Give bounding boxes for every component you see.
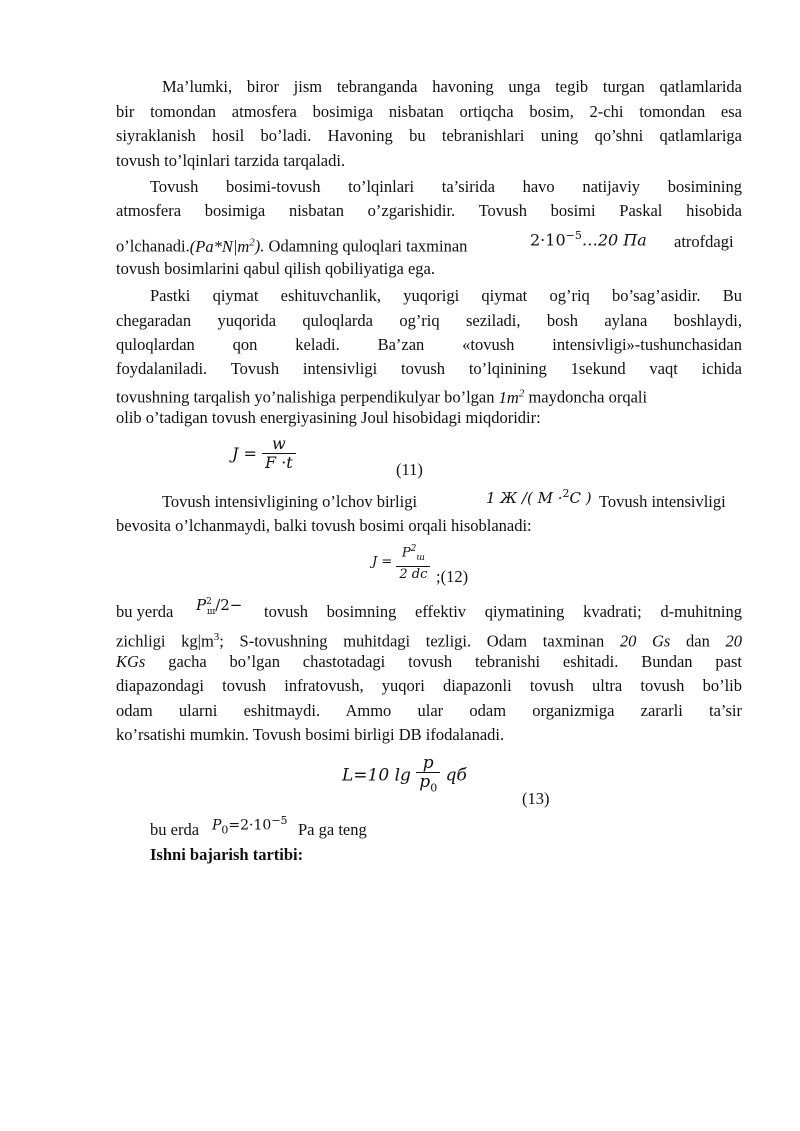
paragraph-5-line-3: KGs gacha bo’lgan chastotadagi tovush tebranishi eshitadi. Bundan past [116, 652, 742, 671]
paragraph-1-line-3: siyraklanish hosil bo’ladi. Havoning bu tebranishlari uning qo’shni qatlamlariga [116, 126, 742, 145]
paragraph-2-line-3: $o’lchanadi.(Pa*N|m^2)$. Odamning quloqlari taxminan [116, 236, 468, 256]
paragraph-3-line-4: foydalaniladi. Tovush intensivligi tovush to’lqinining 1sekund vaqt ichida [116, 359, 742, 378]
paragraph-3-line-2: chegaradan yuqorida quloqlarda og’riq seziladi, bosh aylana boshlaydi, [116, 311, 742, 330]
paragraph-3-line-1: Pastki qiymat eshituvchanlik, yuqorigi qiymat og’riq bo’sag’asidir. Bu [150, 286, 742, 305]
pascal-unit-expression: ($Pa*N|m^2$ [189, 236, 255, 256]
area-unit: $1m^2$ [498, 387, 525, 407]
paragraph-1-line-4: tovush to’lqinlari tarzida tarqaladi. [116, 151, 346, 170]
paragraph-5-line-5: odam ularni eshitmaydi. Ammo ular odam organizmiga zararli ta’sir [116, 701, 742, 720]
intensity-unit-formula: 1 Ж /( М ·$^2$С ) [486, 487, 592, 507]
paragraph-3-line-6: olib o’tadigan tovush energiyasining Joul hisobidagi miqdoridir: [116, 408, 541, 427]
paragraph-6-line-1-start: bu erda [150, 820, 200, 839]
paragraph-3-line-3: quloqlardan qon keladi. Ba’zan «tovush intensivligi»-tushunchasidan [116, 335, 742, 354]
paragraph-1-line-2: bir tomondan atmosfera bosimiga nisbatan ortiqcha bosim, 2-chi tomondan esa [116, 102, 742, 121]
effective-pressure-symbol: $P^2_ш/2-$ [196, 596, 243, 617]
paragraph-2-line-2: atmosfera bosimiga nisbatan o’zgarishidir. Tovush bosimi Paskal hisobida [116, 201, 742, 220]
paragraph-2-line-3-end: atrofdagi [674, 232, 734, 251]
equation-11: J = $\frac{w}{F \cdot t}$ [232, 435, 296, 472]
paragraph-5-line-4: diapazondagi tovush infratovush, yuqori diapazonli tovush ultra tovush bo’lib [116, 676, 742, 695]
paragraph-5-line-1-end: tovush bosimning effektiv qiymatining kvadrati; d-muhitning [264, 602, 742, 621]
equation-12-number: ;(12) [436, 567, 469, 586]
equation-13-number: (13) [522, 789, 550, 808]
paragraph-1-line-1: Ma’lumki, biror jism tebranganda havoning unga tegib turgan qatlamlarida [162, 77, 742, 96]
paragraph-6-line-1-end: Pa ga teng [298, 820, 367, 839]
equation-12: J = $\frac{P^2_ш}{2 dc}$ [372, 541, 430, 583]
reference-pressure-formula: $P_0=2\cdot 10^{-5}$ [212, 814, 288, 837]
paragraph-4-line-1-end: Tovush intensivligi [599, 492, 726, 511]
paragraph-5-line-1-start: bu yerda [116, 602, 174, 621]
paragraph-5-line-2: zichligi $kg|m^3$; S-tovushning muhitdagi tezligi. Odam taxminan 20 Gs dan 20 [116, 631, 743, 651]
paragraph-2-line-4: tovush bosimlarini qabul qilish qobiliyatiga ega. [116, 259, 435, 278]
paragraph-2-line-1: Tovush bosimi-tovush to’lqinlari ta’sirida havo natijaviy bosimining [150, 177, 742, 196]
paragraph-4-line-2: bevosita o’lchanmaydi, balki tovush bosimi orqali hisoblanadi: [116, 516, 532, 535]
section-heading: Ishni bajarish tartibi: [150, 845, 304, 864]
equation-11-number: (11) [396, 460, 423, 479]
paragraph-5-line-6: ko’rsatishi mumkin. Tovush bosimi birligi DB ifodalanadi. [116, 725, 505, 744]
pressure-range-formula: $2\cdot 10^{-5}\dots 20$ Па [530, 229, 647, 250]
equation-13: L=10 lg $\frac{p}{p_0}$ qб [342, 753, 467, 795]
paragraph-4-line-1-start: Tovush intensivligining o’lchov birligi [162, 492, 418, 511]
paragraph-3-line-5: tovushning tarqalish yo’nalishiga perpendikulyar bo’lgan $1m^2$ maydoncha orqali [116, 387, 648, 407]
